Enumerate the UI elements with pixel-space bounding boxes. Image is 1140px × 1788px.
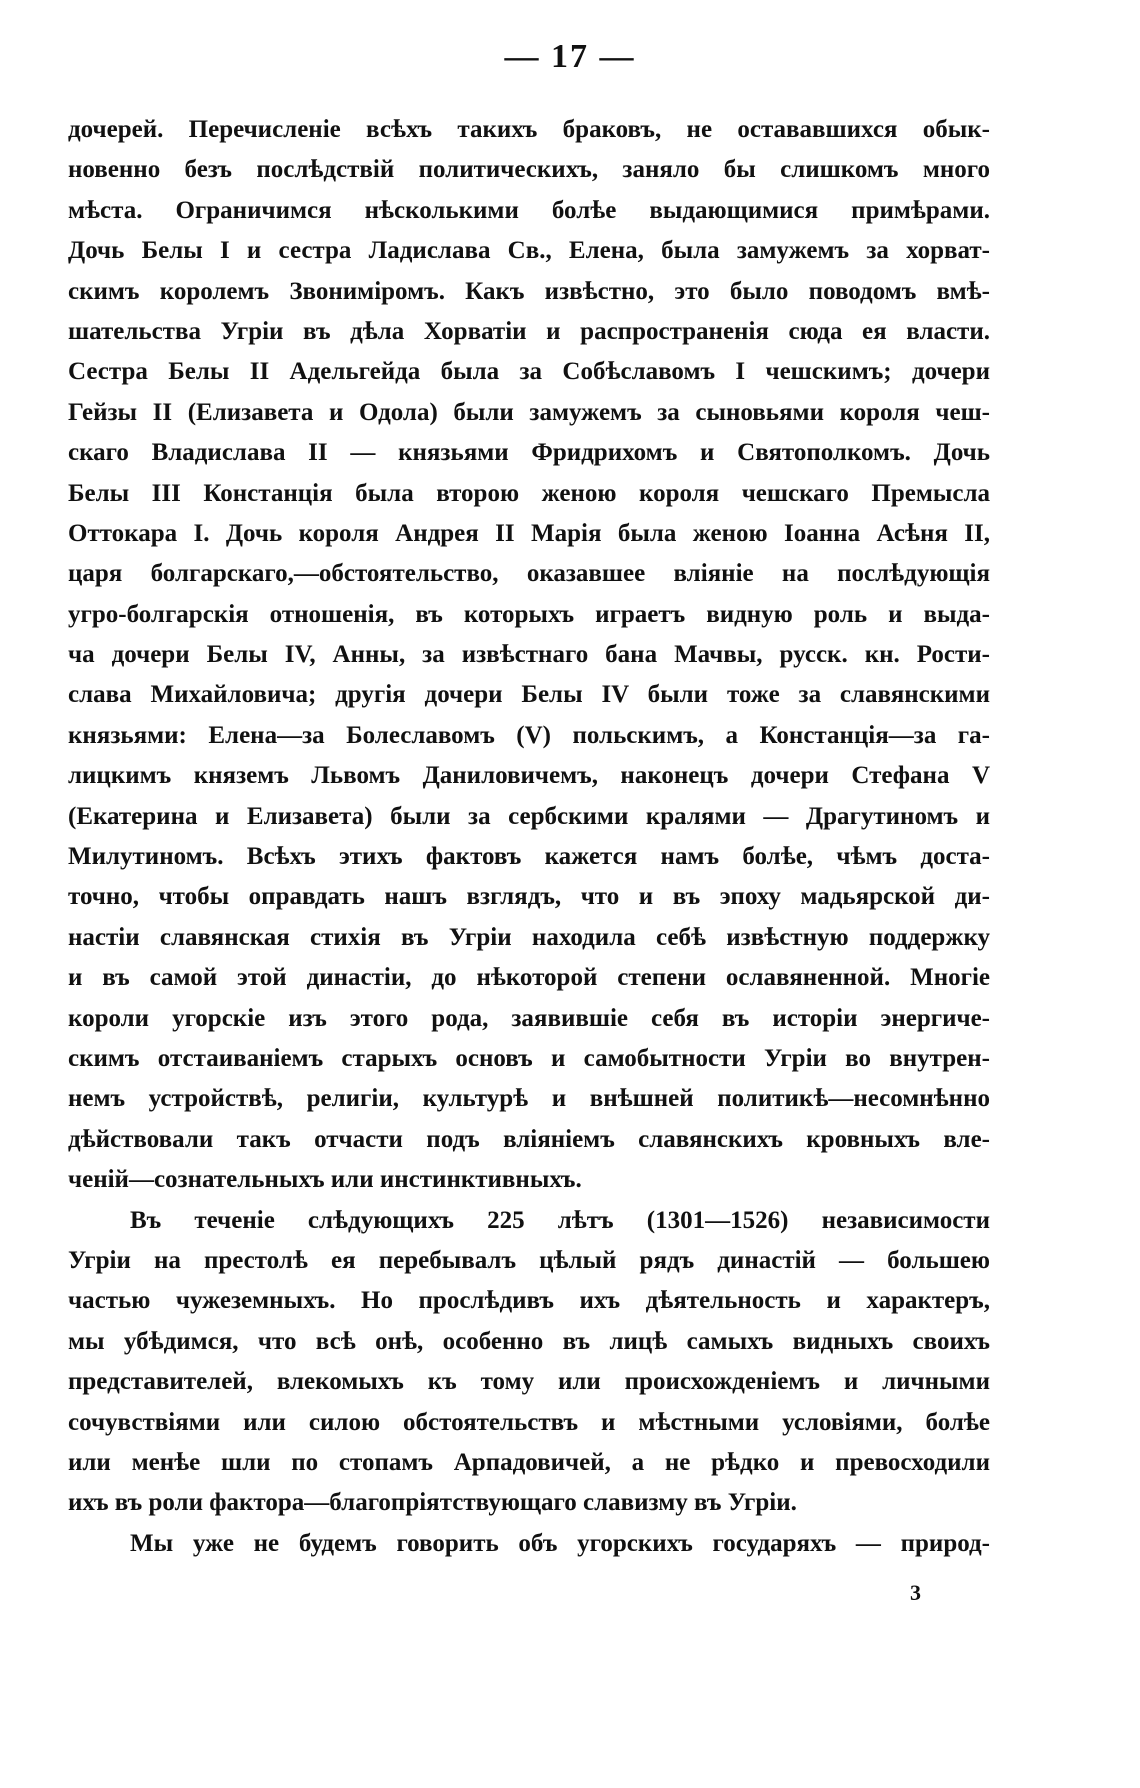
- text-line: Сестра Белы II Адельгейда была за Собѣславомъ I чешскимъ; дочери: [68, 358, 990, 386]
- text-line: царя болгарскаго,—обстоятельство, оказавшее вліяніе на послѣдующія: [68, 560, 990, 588]
- text-line: дочерей. Перечисленіе всѣхъ такихъ браковъ, не остававшихся обык-: [68, 116, 990, 143]
- text-line: дѣйствовали такъ отчасти подъ вліяніемъ славянскихъ кровныхъ вле-: [68, 1125, 990, 1153]
- text-line: (Екатерина и Елизавета) были за сербскими кралями — Драгутиномъ и: [68, 802, 990, 830]
- text-line: Оттокара I. Дочь короля Андрея II Марія была женою Іоанна Асѣня II,: [68, 519, 990, 547]
- text-line: лицкимъ княземъ Львомъ Даниловичемъ, наконецъ дочери Стефана V: [68, 762, 990, 790]
- text-line: и въ самой этой династіи, до нѣкоторой степени ославяненной. Многіе: [68, 964, 990, 992]
- text-line: короли угорскіе изъ этого рода, заявившіе себя въ исторіи энергиче-: [68, 1004, 990, 1032]
- text-line: ченій—сознательныхъ или инстинктивныхъ.: [68, 1166, 582, 1194]
- text-line: Угріи на престолѣ ея перебывалъ цѣлый рядъ династій — большею: [68, 1246, 990, 1274]
- text-line: шательства Угріи въ дѣла Хорватіи и распространенія сюда ея власти.: [68, 317, 990, 345]
- text-line: Дочь Белы I и сестра Ладислава Св., Елена, была замужемъ за хорват-: [68, 237, 990, 265]
- text-line: настіи славянская стихія въ Угріи находила себѣ извѣстную поддержку: [68, 923, 990, 951]
- text-line: сочувствіями или силою обстоятельствъ и мѣстными условіями, болѣе: [68, 1408, 990, 1436]
- text-line: скимъ отстаиваніемъ старыхъ основъ и самобытности Угріи во внутрен-: [68, 1044, 990, 1072]
- text-line: точно, чтобы оправдать нашъ взглядъ, что и въ эпоху мадьярской ди-: [68, 883, 990, 911]
- text-line: новенно безъ послѣдствій политическихъ, заняло бы слишкомъ много: [68, 156, 990, 184]
- text-line: слава Михайловича; другія дочери Белы IV были тоже за славянскими: [68, 681, 990, 709]
- text-line: частью чужеземныхъ. Но прослѣдивъ ихъ дѣятельность и характеръ,: [68, 1287, 990, 1315]
- text-line: представителей, влекомыхъ къ тому или происхожденіемъ и личными: [68, 1368, 990, 1396]
- text-line: угро-болгарскія отношенія, въ которыхъ играетъ видную роль и выда-: [68, 600, 990, 628]
- text-line: ихъ въ роли фактора—благопріятствующаго славизму въ Угріи.: [68, 1489, 797, 1517]
- text-line: мы убѣдимся, что всѣ онѣ, особенно въ лицѣ самыхъ видныхъ своихъ: [68, 1327, 990, 1355]
- body-text: [68, 110, 990, 1564]
- text-line: князьями: Елена—за Болеславомъ (V) польскимъ, а Констанція—за га-: [68, 721, 990, 749]
- text-line: скимъ королемъ Звониміромъ. Какъ извѣстно, это было поводомъ вмѣ-: [68, 277, 990, 305]
- page-number: — 17 —: [504, 38, 636, 75]
- text-line: Въ теченіе слѣдующихъ 225 лѣтъ (1301—1526) независимости: [130, 1206, 990, 1234]
- text-line: или менѣе шли по стопамъ Арпадовичей, а не рѣдко и превосходили: [68, 1448, 990, 1476]
- text-line: мѣста. Ограничимся нѣсколькими болѣе выдающимися примѣрами.: [68, 196, 990, 224]
- text-line: Гейзы II (Елизавета и Одола) были замужемъ за сыновьями короля чеш-: [68, 398, 990, 426]
- text-line: Мы уже не будемъ говорить объ угорскихъ государяхъ — природ-: [130, 1529, 990, 1557]
- text-line: ча дочери Белы IV, Анны, за извѣстнаго бана Мачвы, русск. кн. Рости-: [68, 641, 990, 669]
- text-line: Белы III Констанція была второю женою короля чешскаго Премысла: [68, 479, 990, 507]
- text-line: немъ устройствѣ, религіи, культурѣ и внѣшней политикѣ—несомнѣнно: [68, 1085, 990, 1113]
- text-line: Милутиномъ. Всѣхъ этихъ фактовъ кажется намъ болѣе, чѣмъ доста-: [68, 843, 990, 871]
- signature-mark: 3: [910, 1580, 921, 1605]
- text-line: скаго Владислава II — князьями Фридрихомъ и Святополкомъ. Дочь: [68, 439, 990, 467]
